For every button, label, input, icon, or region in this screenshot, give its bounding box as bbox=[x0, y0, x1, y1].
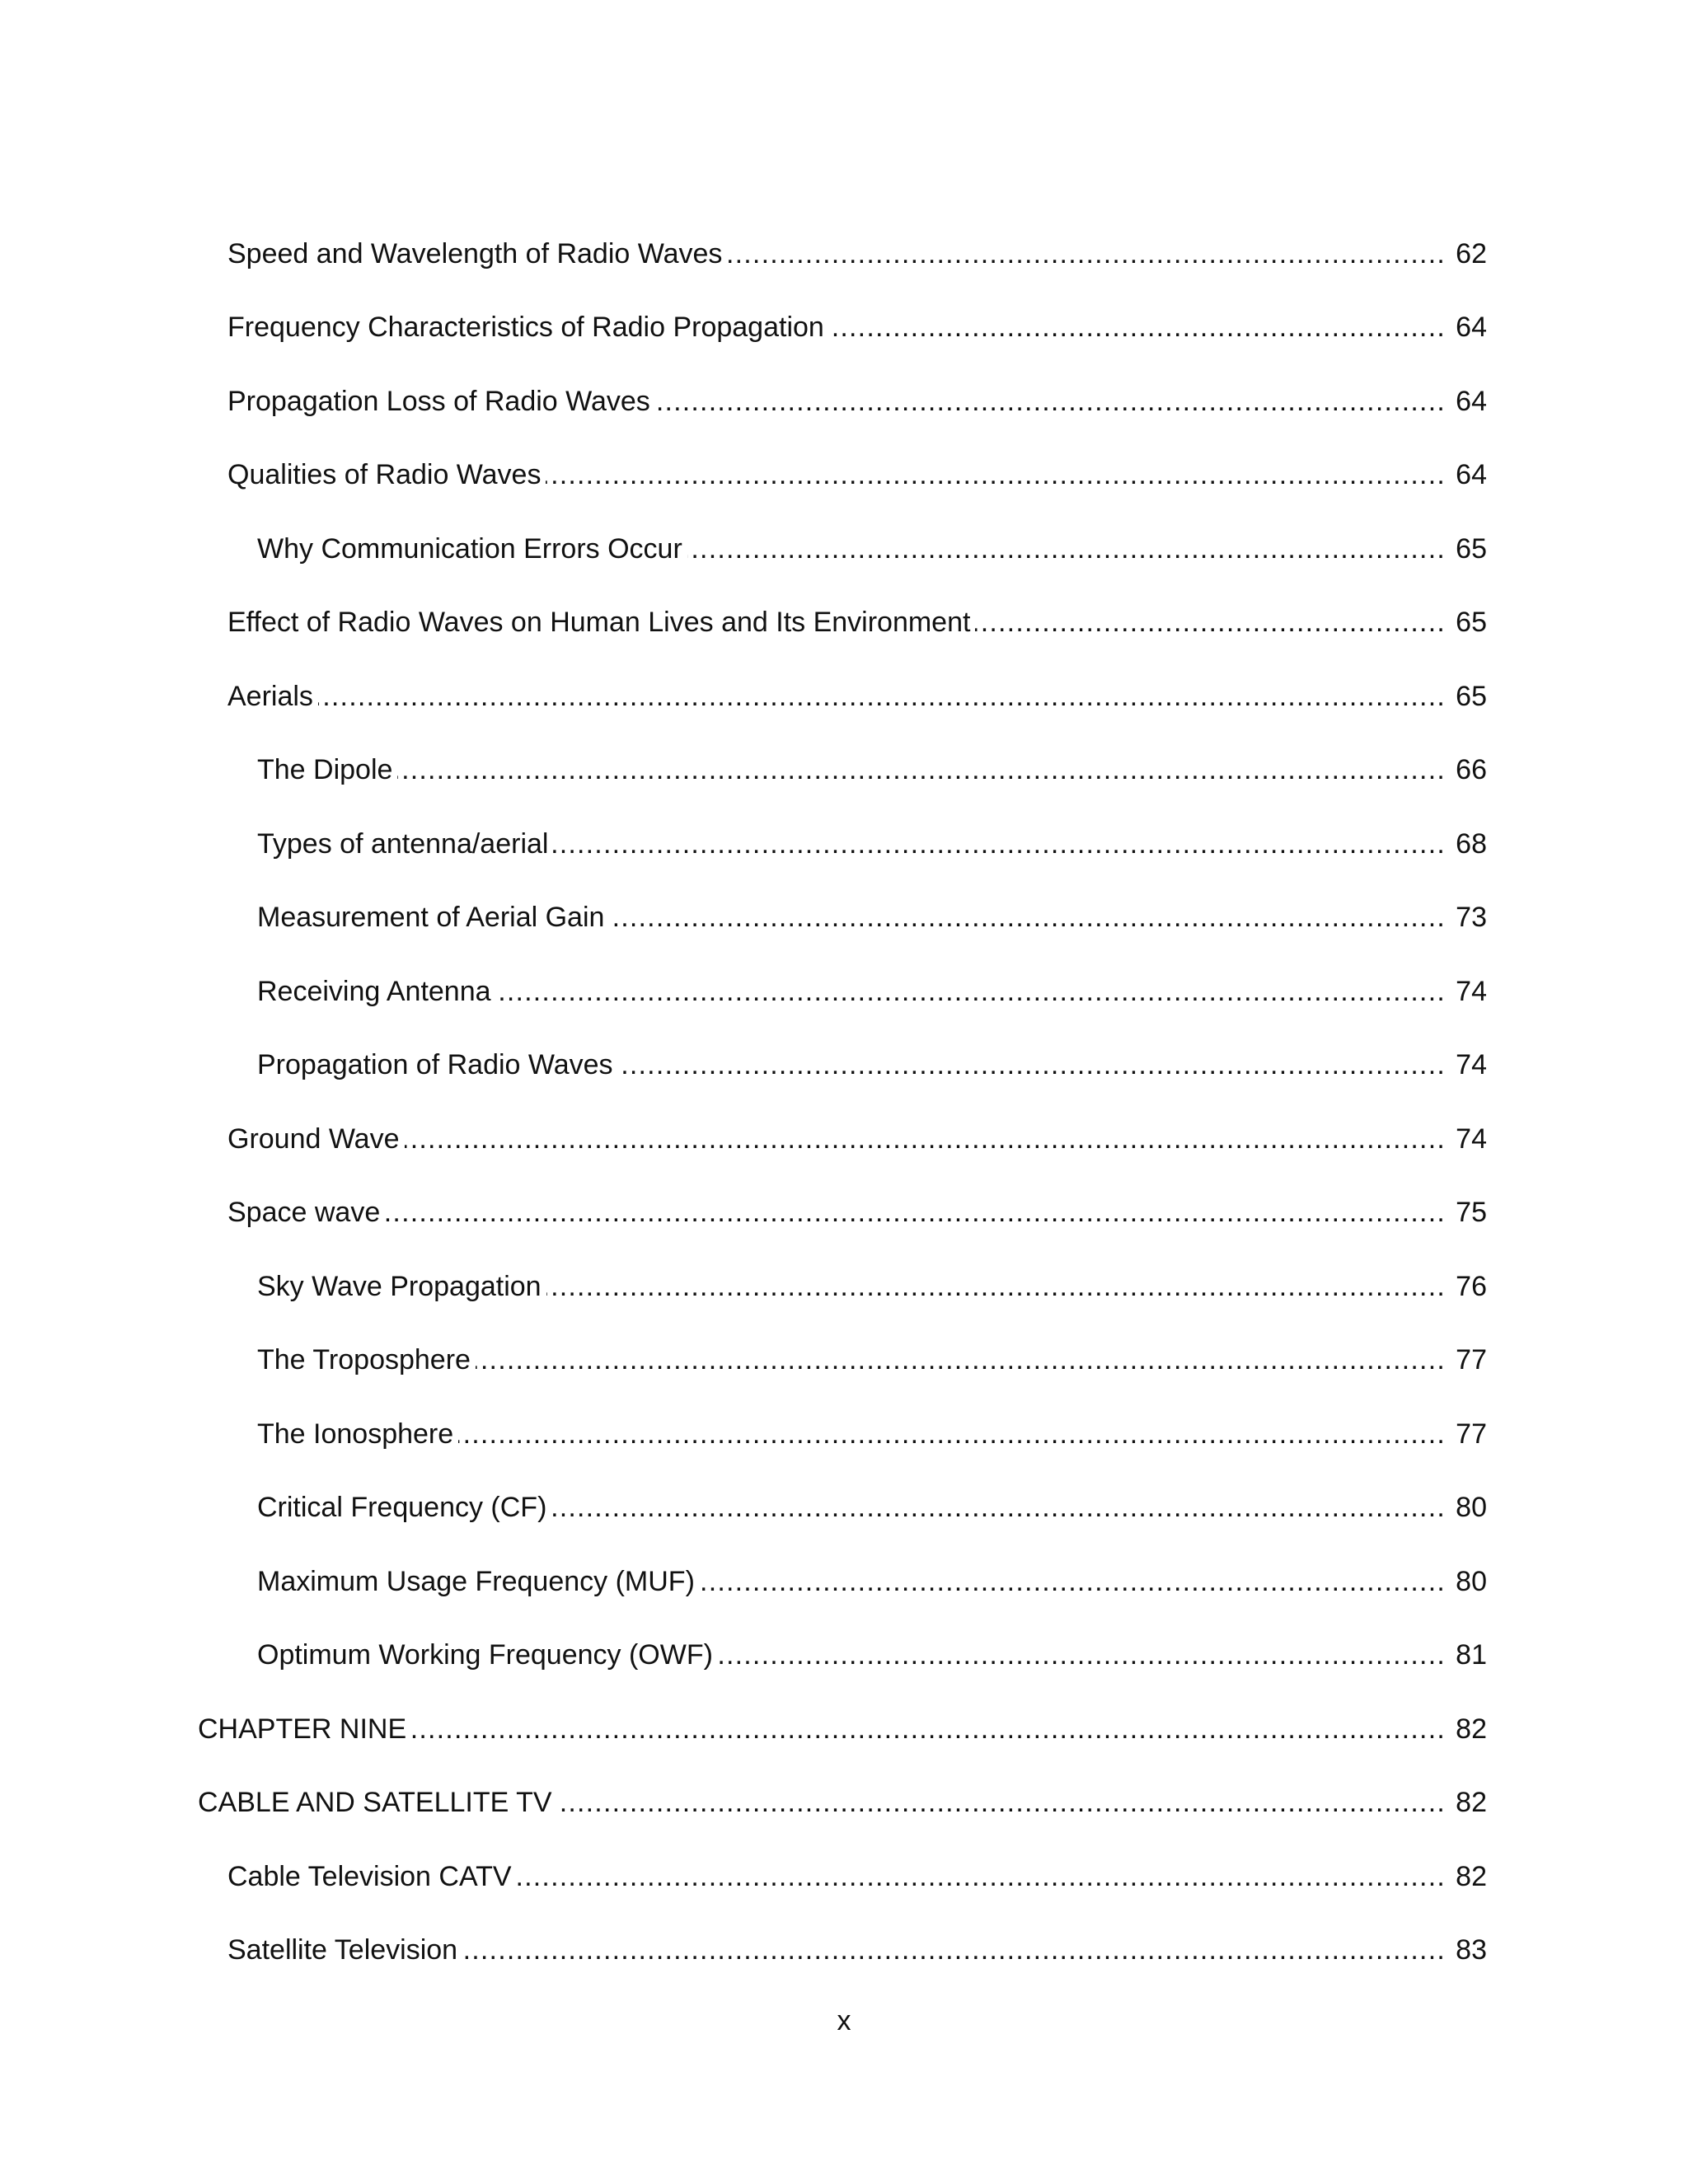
toc-dot-leader bbox=[655, 385, 1446, 418]
toc-entry-title: The Dipole bbox=[257, 754, 393, 785]
toc-dot-leader bbox=[551, 1491, 1446, 1524]
toc-dot-leader bbox=[557, 1786, 1446, 1819]
toc-entry[interactable] bbox=[198, 565, 1487, 640]
toc-entry-title: Effect of Radio Waves on Human Lives and Its Environment bbox=[227, 607, 971, 638]
toc-entry-page-number: 65 bbox=[1456, 532, 1487, 565]
toc-entry[interactable] bbox=[198, 196, 1487, 270]
page-number: x bbox=[837, 2005, 851, 2036]
toc-entry-title: Propagation of Radio Waves bbox=[257, 1049, 613, 1080]
toc-entry[interactable] bbox=[198, 1819, 1487, 1893]
toc-entry[interactable] bbox=[198, 786, 1487, 860]
toc-entry-title: Ground Wave bbox=[227, 1122, 400, 1155]
toc-dot-leader bbox=[476, 1343, 1446, 1376]
toc-entry-title: Optimum Working Frequency (OWF) bbox=[257, 1639, 713, 1671]
toc-entry[interactable] bbox=[198, 1671, 1487, 1746]
toc-dot-leader bbox=[458, 1418, 1446, 1451]
toc-entry-page-number: 64 bbox=[1456, 312, 1487, 343]
toc-entry-page-number: 66 bbox=[1456, 754, 1487, 785]
toc-entry-page-number: 74 bbox=[1456, 975, 1487, 1007]
toc-entry[interactable] bbox=[198, 1893, 1487, 1967]
toc-entry-title: Sky Wave Propagation bbox=[257, 1270, 542, 1302]
toc-entry-title: Critical Frequency (CF) bbox=[257, 1492, 547, 1523]
toc-dot-leader bbox=[727, 237, 1446, 270]
toc-entry-title: CHAPTER NINE bbox=[198, 1713, 407, 1745]
toc-entry-title: Cable Television CATV bbox=[227, 1860, 512, 1892]
toc-entry-title: The Ionosphere bbox=[257, 1418, 454, 1450]
toc-entry-page-number: 74 bbox=[1456, 1122, 1487, 1155]
toc-entry-page-number: 68 bbox=[1456, 827, 1487, 860]
toc-entry[interactable] bbox=[198, 1229, 1487, 1303]
toc-entry-page-number: 65 bbox=[1456, 680, 1487, 712]
toc-entry-title: The Troposphere bbox=[257, 1344, 471, 1376]
toc-entry-title: Qualities of Radio Waves bbox=[227, 459, 542, 490]
toc-dot-leader bbox=[553, 827, 1446, 860]
toc-entry-page-number: 64 bbox=[1456, 385, 1487, 417]
toc-dot-leader bbox=[718, 1638, 1446, 1671]
toc-dot-leader bbox=[397, 753, 1446, 786]
toc-entry[interactable] bbox=[198, 1303, 1487, 1377]
toc-dot-leader bbox=[700, 1565, 1446, 1598]
toc-dot-leader bbox=[462, 1933, 1446, 1966]
toc-dot-leader bbox=[829, 311, 1446, 344]
toc-dot-leader bbox=[546, 1270, 1446, 1303]
toc-dot-leader bbox=[618, 1048, 1446, 1081]
toc-dot-leader bbox=[687, 532, 1446, 565]
toc-entry-page-number: 77 bbox=[1456, 1418, 1487, 1450]
toc-entry[interactable] bbox=[198, 1155, 1487, 1230]
toc-entry-page-number: 62 bbox=[1456, 237, 1487, 269]
toc-entry-page-number: 82 bbox=[1456, 1860, 1487, 1892]
toc-entry-title: Propagation Loss of Radio Waves bbox=[227, 385, 650, 417]
toc-dot-leader bbox=[975, 606, 1446, 639]
toc-entry-title: Why Communication Errors Occur bbox=[257, 532, 682, 565]
toc-entry[interactable] bbox=[198, 418, 1487, 492]
toc-entry-page-number: 81 bbox=[1456, 1639, 1487, 1671]
toc-entry-page-number: 77 bbox=[1456, 1344, 1487, 1376]
toc-entry-page-number: 76 bbox=[1456, 1270, 1487, 1302]
toc-entry-title: Types of antenna/aerial bbox=[257, 827, 549, 860]
toc-entry[interactable] bbox=[198, 491, 1487, 565]
toc-entry[interactable] bbox=[198, 1376, 1487, 1451]
toc-dot-leader bbox=[496, 975, 1446, 1008]
toc-entry-page-number: 64 bbox=[1456, 459, 1487, 490]
toc-entry[interactable] bbox=[198, 1598, 1487, 1672]
toc-entry-page-number: 65 bbox=[1456, 607, 1487, 638]
toc-entry-page-number: 73 bbox=[1456, 902, 1487, 933]
toc-entry-title: Speed and Wavelength of Radio Waves bbox=[227, 237, 723, 269]
toc-entry-title: Maximum Usage Frequency (MUF) bbox=[257, 1565, 695, 1597]
toc-entry-title: Measurement of Aerial Gain bbox=[257, 902, 605, 933]
toc-entry-title: Aerials bbox=[227, 680, 313, 712]
toc-dot-leader bbox=[546, 458, 1446, 491]
toc-dot-leader bbox=[609, 901, 1446, 934]
toc-entry-title: CABLE AND SATELLITE TV bbox=[198, 1787, 552, 1818]
toc-entry-page-number: 83 bbox=[1456, 1934, 1487, 1966]
toc-entry-page-number: 75 bbox=[1456, 1197, 1487, 1228]
toc-entry-page-number: 74 bbox=[1456, 1049, 1487, 1080]
toc-entry[interactable] bbox=[198, 270, 1487, 344]
toc-entry-page-number: 80 bbox=[1456, 1565, 1487, 1597]
toc-entry[interactable] bbox=[198, 1008, 1487, 1082]
toc-entry[interactable] bbox=[198, 639, 1487, 713]
toc-entry-title: Frequency Characteristics of Radio Propagation bbox=[227, 312, 824, 343]
toc-dot-leader bbox=[385, 1196, 1446, 1229]
toc-entry-title: Satellite Television bbox=[227, 1934, 458, 1966]
toc-dot-leader bbox=[318, 680, 1446, 713]
table-of-contents bbox=[198, 196, 1487, 1966]
toc-dot-leader bbox=[411, 1713, 1446, 1746]
toc-entry[interactable] bbox=[198, 934, 1487, 1008]
toc-entry[interactable] bbox=[198, 1081, 1487, 1155]
toc-dot-leader bbox=[517, 1860, 1446, 1893]
toc-dot-leader bbox=[405, 1122, 1447, 1155]
toc-entry-title: Receiving Antenna bbox=[257, 975, 491, 1007]
toc-entry-title: Space wave bbox=[227, 1197, 381, 1228]
toc-entry-page-number: 82 bbox=[1456, 1713, 1487, 1745]
toc-entry-page-number: 82 bbox=[1456, 1787, 1487, 1818]
toc-entry[interactable] bbox=[198, 1524, 1487, 1598]
toc-entry[interactable] bbox=[198, 1451, 1487, 1525]
toc-entry[interactable] bbox=[198, 1746, 1487, 1820]
toc-entry[interactable] bbox=[198, 860, 1487, 935]
toc-entry-page-number: 80 bbox=[1456, 1492, 1487, 1523]
toc-entry[interactable] bbox=[198, 713, 1487, 787]
toc-entry[interactable] bbox=[198, 344, 1487, 418]
